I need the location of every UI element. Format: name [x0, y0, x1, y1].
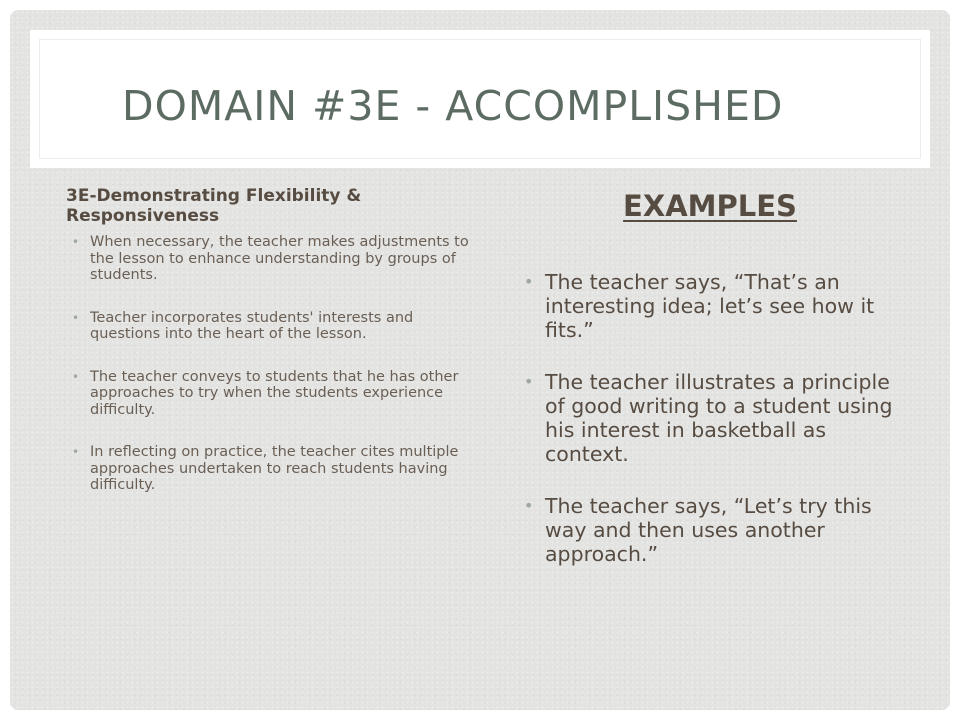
list-item-text: The teacher says, “That’s an interesting idea; let’s see how it fits.” [545, 270, 875, 342]
slide [10, 10, 950, 710]
list-item [66, 310, 476, 343]
examples-bullet-list [510, 270, 910, 566]
list-item-text: The teacher says, “Let’s try this way and then uses another approach.” [545, 494, 872, 566]
right-column [510, 186, 910, 594]
bullet-icon: • [524, 372, 534, 391]
left-bullet-list [66, 234, 476, 494]
slide-title: DOMAIN #3E - ACCOMPLISHED [122, 82, 784, 130]
bullet-icon: • [72, 235, 80, 249]
list-item [66, 234, 476, 284]
list-item-text: In reflecting on practice, the teacher cites multiple approaches undertaken to reach students having difficulty. [90, 444, 459, 493]
title-band [30, 30, 930, 168]
list-item-text: The teacher illustrates a principle of good writing to a student using his interest in basketball as context. [545, 370, 893, 466]
examples-heading: EXAMPLES [623, 189, 797, 223]
bullet-icon: • [524, 272, 534, 291]
list-item-text: Teacher incorporates students' interests and questions into the heart of the lesson. [90, 309, 414, 342]
list-item-text: When necessary, the teacher makes adjustments to the lesson to enhance understanding by groups of students. [90, 234, 469, 283]
bullet-icon: • [72, 310, 80, 325]
list-item [510, 494, 910, 566]
list-item [66, 444, 476, 494]
bullet-icon: • [72, 445, 80, 459]
left-heading: 3E-Demonstrating Flexibility & Responsiveness [66, 186, 362, 226]
left-column [66, 186, 476, 520]
list-item [66, 369, 476, 419]
bullet-icon: • [72, 369, 80, 384]
bullet-icon: • [524, 496, 534, 515]
list-item-text: The teacher conveys to students that he has other approaches to try when the students experience difficulty. [90, 368, 459, 418]
list-item [510, 370, 910, 466]
list-item [510, 270, 910, 342]
